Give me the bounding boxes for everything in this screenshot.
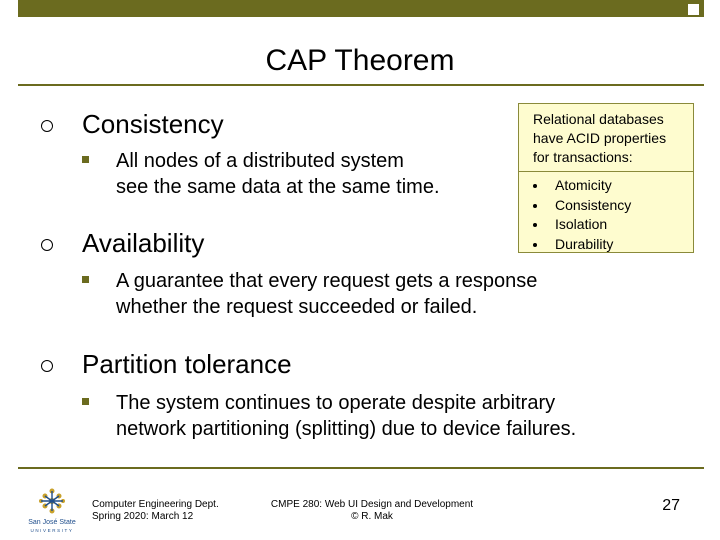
acid-item	[533, 176, 631, 196]
sub-bullet-line: All nodes of a distributed system	[116, 150, 404, 172]
hollow-bullet-icon	[41, 239, 53, 251]
callout-line: for transactions:	[533, 149, 633, 165]
bullet-consistency	[82, 109, 224, 140]
footer-course: CMPE 280: Web UI Design and Development	[270, 499, 474, 510]
square-bullet-icon	[82, 398, 89, 405]
acid-item	[533, 196, 631, 216]
corner-square-icon	[687, 3, 700, 16]
footer-dept: Computer Engineering Dept.	[92, 499, 219, 510]
sub-bullet-line: The system continues to operate despite arbitrary	[116, 392, 556, 414]
logo-wordmark: San José State	[28, 519, 76, 526]
square-bullet-icon	[82, 276, 89, 283]
sub-bullet-line: see the same data at the same time.	[116, 176, 440, 198]
hollow-bullet-icon	[41, 120, 53, 132]
sub-bullet-consistency	[116, 148, 440, 200]
top-decorative-bar	[18, 0, 704, 17]
acid-item	[533, 215, 631, 235]
bullet-availability	[82, 228, 204, 259]
dot-bullet-icon	[533, 243, 537, 247]
footer-author: © R. Mak	[351, 511, 393, 522]
sub-bullet-partition-tolerance	[116, 390, 576, 442]
footer-course-block	[270, 499, 474, 523]
acid-item-label: Consistency	[555, 196, 632, 213]
bullet-heading: Availability	[82, 228, 205, 258]
slide-title: CAP Theorem	[265, 44, 455, 77]
footer-dept-block	[92, 499, 219, 523]
footer-date: Spring 2020: March 12	[92, 511, 194, 522]
sjsu-logo	[24, 486, 80, 536]
sub-bullet-line: whether the request succeeded or failed.	[116, 296, 478, 318]
page-number: 27	[662, 497, 680, 514]
acid-callout-box	[518, 103, 694, 253]
square-bullet-icon	[82, 156, 89, 163]
sub-bullet-line: network partitioning (splitting) due to device failures.	[116, 418, 577, 440]
dot-bullet-icon	[533, 184, 537, 188]
title-underline	[18, 84, 704, 86]
acid-list	[533, 176, 631, 254]
bullet-heading: Partition tolerance	[82, 349, 292, 379]
dot-bullet-icon	[533, 223, 537, 227]
acid-item-label: Durability	[555, 235, 614, 252]
dot-bullet-icon	[533, 204, 537, 208]
bullet-partition-tolerance	[82, 349, 292, 380]
bullet-heading: Consistency	[82, 109, 224, 139]
callout-heading	[533, 110, 666, 167]
acid-item-label: Atomicity	[555, 177, 612, 193]
logo-subtext: UNIVERSITY	[30, 528, 74, 533]
footer-divider	[18, 467, 704, 469]
callout-divider	[519, 171, 693, 172]
callout-line: Relational databases	[533, 111, 664, 127]
acid-item	[533, 235, 631, 255]
sub-bullet-line: A guarantee that every request gets a response	[116, 270, 538, 292]
hollow-bullet-icon	[41, 360, 53, 372]
callout-line: have ACID properties	[533, 130, 667, 146]
sub-bullet-availability	[116, 268, 537, 320]
acid-item-label: Isolation	[555, 216, 608, 232]
